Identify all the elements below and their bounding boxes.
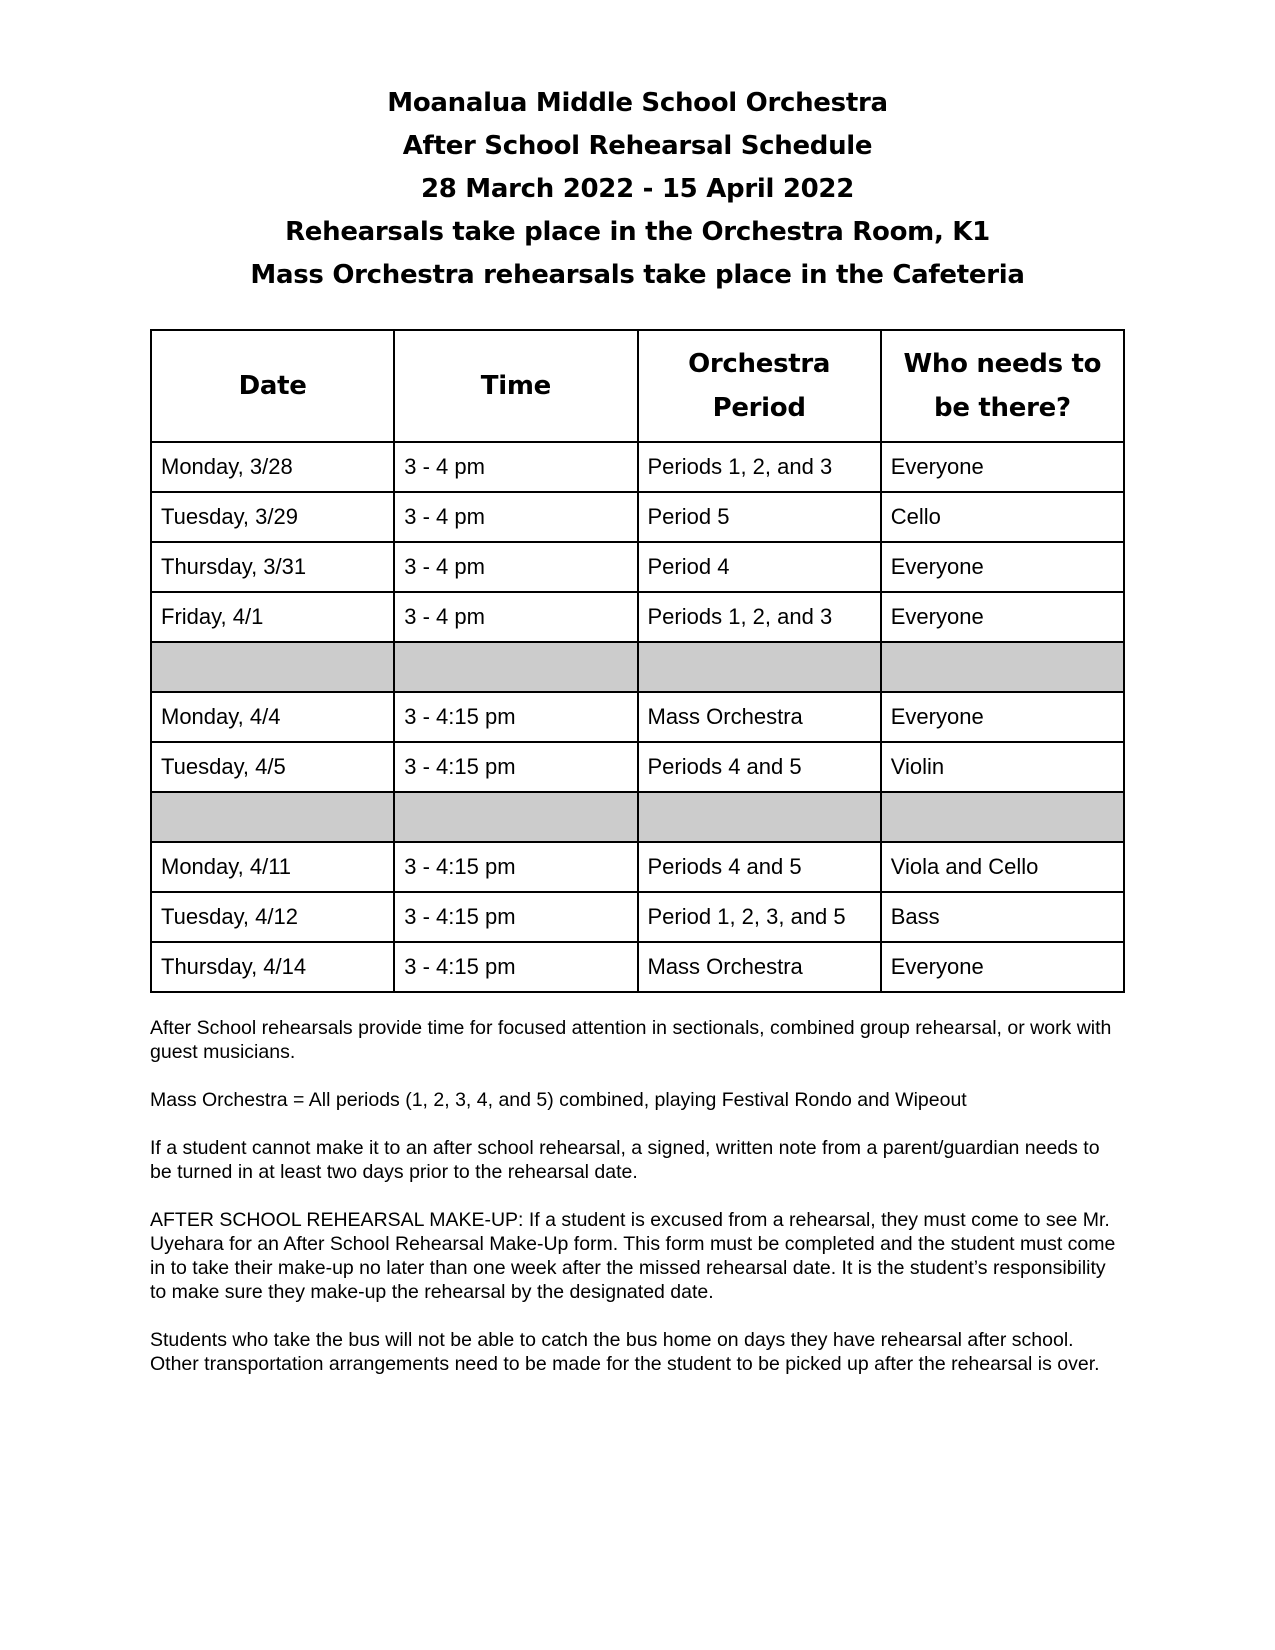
date-cell: Tuesday, 4/12 xyxy=(151,892,394,942)
who-cell: Violin xyxy=(881,742,1124,792)
period-cell: Period 1, 2, 3, and 5 xyxy=(638,892,881,942)
who-cell: Everyone xyxy=(881,942,1124,992)
time-cell: 3 - 4:15 pm xyxy=(394,942,637,992)
date-cell: Thursday, 3/31 xyxy=(151,542,394,592)
date-range: 28 March 2022 - 15 April 2022 xyxy=(420,174,855,204)
period-cell: Period 5 xyxy=(638,492,881,542)
separator-row xyxy=(151,642,1124,692)
separator-cell xyxy=(638,792,881,842)
separator-cell xyxy=(394,792,637,842)
separator-cell xyxy=(151,642,394,692)
period-cell: Periods 4 and 5 xyxy=(638,742,881,792)
column-header-date: Date xyxy=(151,330,394,442)
note-transportation: Students who take the bus will not be able to catch the bus home on days they have rehearsal after school. Other transportation arrangements need to be made for the student to be picked up after the rehearsal is over. xyxy=(150,1329,1100,1375)
date-cell: Tuesday, 4/5 xyxy=(151,742,394,792)
mass-orchestra-location: Mass Orchestra rehearsals take place in the Cafeteria xyxy=(250,260,1025,290)
table-row xyxy=(151,492,1124,542)
table-header-row xyxy=(151,330,1124,442)
note-purpose: After School rehearsals provide time for focused attention in sectionals, combined group rehearsal, or work with guest musicians. xyxy=(150,1017,1112,1063)
who-cell: Everyone xyxy=(881,592,1124,642)
date-cell: Monday, 4/11 xyxy=(151,842,394,892)
date-cell: Monday, 3/28 xyxy=(151,442,394,492)
separator-cell xyxy=(881,642,1124,692)
period-cell: Mass Orchestra xyxy=(638,692,881,742)
time-cell: 3 - 4 pm xyxy=(394,542,637,592)
time-cell: 3 - 4 pm xyxy=(394,492,637,542)
separator-cell xyxy=(151,792,394,842)
schedule-title: After School Rehearsal Schedule xyxy=(402,131,873,161)
school-title: Moanalua Middle School Orchestra xyxy=(387,88,888,118)
time-cell: 3 - 4 pm xyxy=(394,592,637,642)
document-header xyxy=(0,82,1275,297)
table-row xyxy=(151,892,1124,942)
note-absence: If a student cannot make it to an after school rehearsal, a signed, written note from a parent/guardian needs to be turned in at least two days prior to the rehearsal date. xyxy=(150,1137,1100,1183)
rehearsal-location: Rehearsals take place in the Orchestra Room, K1 xyxy=(285,217,990,247)
table-row xyxy=(151,442,1124,492)
notes-section xyxy=(150,1016,1120,1400)
time-cell: 3 - 4:15 pm xyxy=(394,842,637,892)
date-cell: Thursday, 4/14 xyxy=(151,942,394,992)
table-row xyxy=(151,692,1124,742)
column-header-who: Who needs to be there? xyxy=(881,330,1124,442)
time-cell: 3 - 4:15 pm xyxy=(394,742,637,792)
period-cell: Periods 4 and 5 xyxy=(638,842,881,892)
period-cell: Period 4 xyxy=(638,542,881,592)
table-row xyxy=(151,542,1124,592)
date-cell: Monday, 4/4 xyxy=(151,692,394,742)
date-cell: Tuesday, 3/29 xyxy=(151,492,394,542)
who-cell: Bass xyxy=(881,892,1124,942)
table-row xyxy=(151,942,1124,992)
separator-cell xyxy=(394,642,637,692)
time-cell: 3 - 4:15 pm xyxy=(394,692,637,742)
note-make-up: AFTER SCHOOL REHEARSAL MAKE-UP: If a student is excused from a rehearsal, they must come to see Mr. Uyehara for an After School Rehearsal Make-Up form. This form must be completed and the student must come in to take their make-up no later than one week after the missed rehearsal date. It is the student’s responsibility to make sure they make-up the rehearsal by the designated date. xyxy=(150,1209,1116,1303)
note-mass-orchestra: Mass Orchestra = All periods (1, 2, 3, 4, and 5) combined, playing Festival Rondo and Wipeout xyxy=(150,1089,967,1111)
rehearsal-schedule-table xyxy=(150,329,1125,993)
table-row xyxy=(151,592,1124,642)
table-row xyxy=(151,742,1124,792)
separator-row xyxy=(151,792,1124,842)
who-cell: Everyone xyxy=(881,442,1124,492)
period-cell: Periods 1, 2, and 3 xyxy=(638,442,881,492)
who-cell: Viola and Cello xyxy=(881,842,1124,892)
who-cell: Everyone xyxy=(881,692,1124,742)
column-header-orchestra-period: Orchestra Period xyxy=(638,330,881,442)
date-cell: Friday, 4/1 xyxy=(151,592,394,642)
period-cell: Periods 1, 2, and 3 xyxy=(638,592,881,642)
who-cell: Everyone xyxy=(881,542,1124,592)
table-row xyxy=(151,842,1124,892)
time-cell: 3 - 4:15 pm xyxy=(394,892,637,942)
separator-cell xyxy=(881,792,1124,842)
who-cell: Cello xyxy=(881,492,1124,542)
period-cell: Mass Orchestra xyxy=(638,942,881,992)
time-cell: 3 - 4 pm xyxy=(394,442,637,492)
separator-cell xyxy=(638,642,881,692)
column-header-time: Time xyxy=(394,330,637,442)
